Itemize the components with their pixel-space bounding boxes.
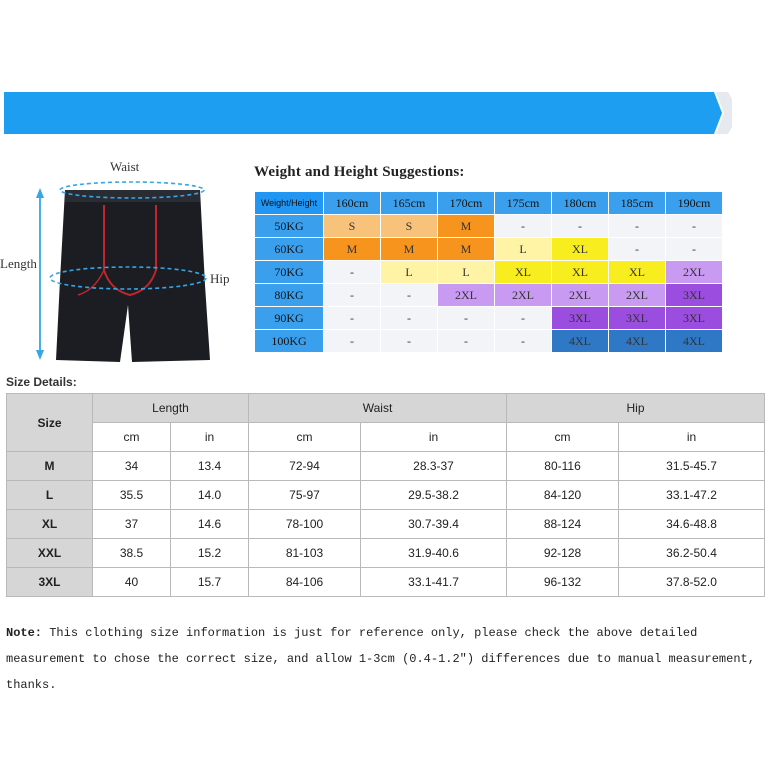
measurement-cell: 40 bbox=[93, 568, 171, 597]
suggestion-cell: 4XL bbox=[609, 330, 666, 353]
suggestion-cell: XL bbox=[609, 261, 666, 284]
suggestion-cell: S bbox=[381, 215, 438, 238]
suggestion-cell: - bbox=[609, 238, 666, 261]
table-row bbox=[7, 510, 765, 539]
measurement-cell: 37 bbox=[93, 510, 171, 539]
measurement-cell: 84-106 bbox=[249, 568, 361, 597]
measurement-cell: 78-100 bbox=[249, 510, 361, 539]
suggestion-cell: - bbox=[495, 330, 552, 353]
weight-header: 100KG bbox=[255, 330, 324, 353]
unit-header: cm bbox=[507, 423, 619, 452]
suggestion-cell: S bbox=[324, 215, 381, 238]
suggestion-cell: - bbox=[438, 307, 495, 330]
measurement-cell: 84-120 bbox=[507, 481, 619, 510]
note-body: This clothing size information is just for reference only, please check the above detailed measurement to chose the correct size, and allow 1-3cm (0.4-1.2″) differences due to manual measurement, thanks. bbox=[6, 626, 755, 692]
unit-header: cm bbox=[249, 423, 361, 452]
suggestion-cell: 4XL bbox=[666, 330, 723, 353]
measurement-cell: 92-128 bbox=[507, 539, 619, 568]
suggestion-cell: M bbox=[381, 238, 438, 261]
measurement-cell: 31.5-45.7 bbox=[619, 452, 765, 481]
suggestion-cell: L bbox=[438, 261, 495, 284]
unit-header: in bbox=[171, 423, 249, 452]
measurement-cell: 80-116 bbox=[507, 452, 619, 481]
suggestion-cell: XL bbox=[552, 261, 609, 284]
size-header: Size bbox=[7, 394, 93, 452]
suggestion-cell: M bbox=[438, 215, 495, 238]
suggestion-cell: - bbox=[381, 330, 438, 353]
measurement-cell: 34.6-48.8 bbox=[619, 510, 765, 539]
corner-header: Weight/Height bbox=[255, 192, 324, 215]
measurement-cell: 34 bbox=[93, 452, 171, 481]
suggestion-cell: 2XL bbox=[552, 284, 609, 307]
suggestion-cell: - bbox=[495, 215, 552, 238]
suggestion-cell: 3XL bbox=[609, 307, 666, 330]
measurement-cell: 81-103 bbox=[249, 539, 361, 568]
suggestion-cell: - bbox=[381, 307, 438, 330]
suggestion-cell: - bbox=[552, 215, 609, 238]
measurement-cell: 14.0 bbox=[171, 481, 249, 510]
measurement-cell: 15.7 bbox=[171, 568, 249, 597]
waist-label: Waist bbox=[110, 159, 140, 174]
unit-header: in bbox=[361, 423, 507, 452]
size-label: 3XL bbox=[7, 568, 93, 597]
suggestion-cell: 3XL bbox=[666, 284, 723, 307]
table-row bbox=[7, 568, 765, 597]
measurement-cell: 33.1-41.7 bbox=[361, 568, 507, 597]
weight-header: 90KG bbox=[255, 307, 324, 330]
measurement-cell: 14.6 bbox=[171, 510, 249, 539]
group-header: Length bbox=[93, 394, 249, 423]
table-row bbox=[7, 452, 765, 481]
hip-label: Hip bbox=[210, 271, 230, 286]
measurement-cell: 36.2-50.4 bbox=[619, 539, 765, 568]
length-label: Length bbox=[0, 256, 37, 271]
measurement-cell: 28.3-37 bbox=[361, 452, 507, 481]
size-details-title: Size Details: bbox=[6, 375, 77, 389]
measurement-cell: 15.2 bbox=[171, 539, 249, 568]
measurement-cell: 35.5 bbox=[93, 481, 171, 510]
table-row bbox=[7, 539, 765, 568]
suggestion-cell: - bbox=[324, 330, 381, 353]
suggestions-table bbox=[254, 191, 723, 353]
group-header: Waist bbox=[249, 394, 507, 423]
suggestion-cell: - bbox=[666, 215, 723, 238]
measurement-cell: 88-124 bbox=[507, 510, 619, 539]
measurement-cell: 13.4 bbox=[171, 452, 249, 481]
measurement-cell: 72-94 bbox=[249, 452, 361, 481]
weight-header: 80KG bbox=[255, 284, 324, 307]
suggestion-cell: 4XL bbox=[552, 330, 609, 353]
size-details-table bbox=[6, 393, 765, 597]
height-header: 160cm bbox=[324, 192, 381, 215]
unit-header: cm bbox=[93, 423, 171, 452]
top-banner bbox=[4, 92, 732, 134]
measurement-cell: 38.5 bbox=[93, 539, 171, 568]
measurement-cell: 30.7-39.4 bbox=[361, 510, 507, 539]
suggestion-cell: - bbox=[324, 284, 381, 307]
shorts-icon bbox=[0, 150, 250, 375]
unit-header: in bbox=[619, 423, 765, 452]
suggestion-cell: - bbox=[438, 330, 495, 353]
height-header: 165cm bbox=[381, 192, 438, 215]
suggestion-cell: - bbox=[495, 307, 552, 330]
measurement-cell: 37.8-52.0 bbox=[619, 568, 765, 597]
size-label: XL bbox=[7, 510, 93, 539]
suggestion-cell: - bbox=[666, 238, 723, 261]
weight-header: 60KG bbox=[255, 238, 324, 261]
suggestion-cell: 2XL bbox=[666, 261, 723, 284]
size-label: XXL bbox=[7, 539, 93, 568]
table-row bbox=[7, 481, 765, 510]
suggestion-cell: - bbox=[609, 215, 666, 238]
suggestion-cell: 2XL bbox=[495, 284, 552, 307]
height-header: 185cm bbox=[609, 192, 666, 215]
suggestion-cell: - bbox=[324, 307, 381, 330]
suggestion-cell: 3XL bbox=[666, 307, 723, 330]
suggestion-cell: M bbox=[438, 238, 495, 261]
note-label: Note: bbox=[6, 626, 43, 640]
measurement-cell: 29.5-38.2 bbox=[361, 481, 507, 510]
suggestion-cell: L bbox=[495, 238, 552, 261]
height-header: 175cm bbox=[495, 192, 552, 215]
suggestion-cell: 3XL bbox=[552, 307, 609, 330]
measurement-cell: 31.9-40.6 bbox=[361, 539, 507, 568]
suggestion-cell: 2XL bbox=[438, 284, 495, 307]
suggestion-cell: - bbox=[324, 261, 381, 284]
product-illustration bbox=[0, 150, 250, 375]
height-header: 180cm bbox=[552, 192, 609, 215]
suggestion-cell: XL bbox=[495, 261, 552, 284]
height-header: 190cm bbox=[666, 192, 723, 215]
suggestion-cell: 2XL bbox=[609, 284, 666, 307]
suggestion-cell: XL bbox=[552, 238, 609, 261]
suggestion-cell: L bbox=[381, 261, 438, 284]
note-text bbox=[6, 620, 766, 698]
suggestion-cell: M bbox=[324, 238, 381, 261]
measurement-cell: 96-132 bbox=[507, 568, 619, 597]
weight-header: 70KG bbox=[255, 261, 324, 284]
height-header: 170cm bbox=[438, 192, 495, 215]
suggestions-title: Weight and Height Suggestions: bbox=[254, 164, 465, 180]
size-label: M bbox=[7, 452, 93, 481]
suggestion-cell: - bbox=[381, 284, 438, 307]
measurement-cell: 75-97 bbox=[249, 481, 361, 510]
size-label: L bbox=[7, 481, 93, 510]
group-header: Hip bbox=[507, 394, 765, 423]
weight-header: 50KG bbox=[255, 215, 324, 238]
measurement-cell: 33.1-47.2 bbox=[619, 481, 765, 510]
